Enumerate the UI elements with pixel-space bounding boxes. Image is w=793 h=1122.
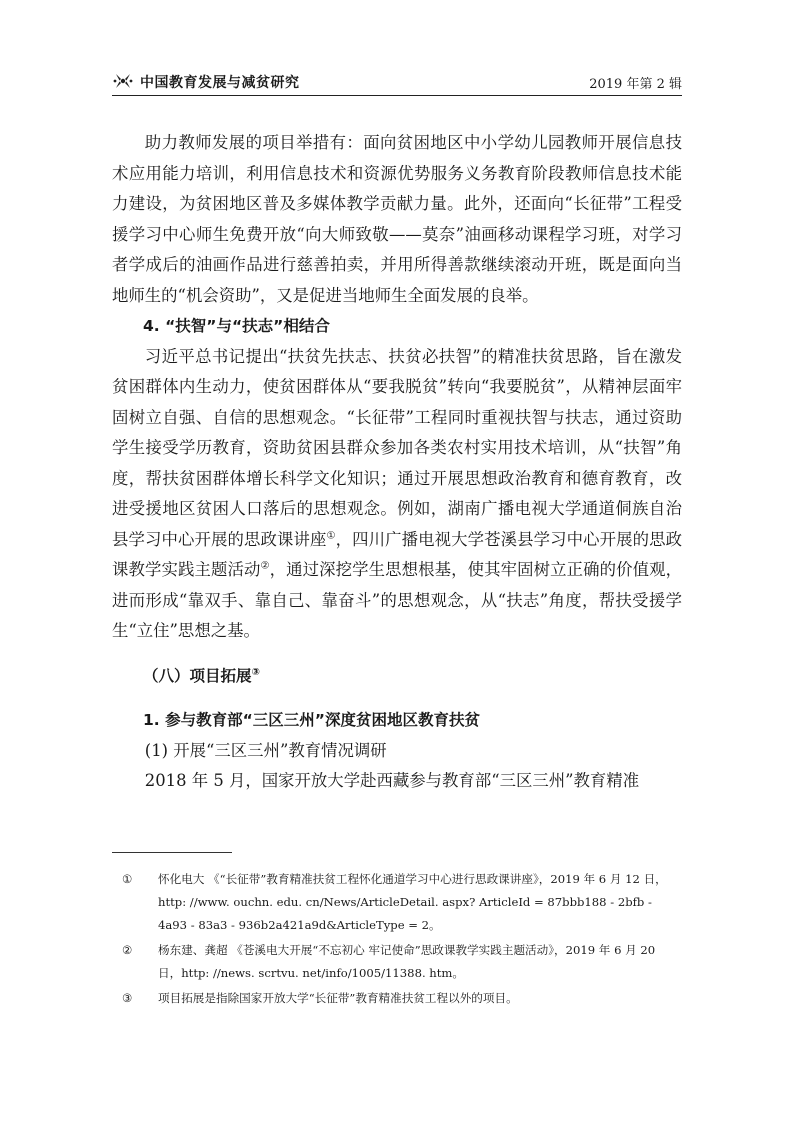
footnote-ref-2[interactable]: ②: [260, 560, 270, 572]
footnote-text: 杨东建、龚超 《苍溪电大开展“不忘初心 牢记使命”思政课教学实践主题活动》，2019 年 6 月 20 日，http: //news. scrtvu. net/info/1005/11388. htm。: [158, 943, 656, 980]
journal-logo-icon: [112, 70, 134, 92]
paragraph-survey: 2018 年 5 月，国家开放大学赴西藏参与教育部“三区三州”教育精准: [144, 771, 640, 790]
heading-subsection-1: 1. 参与教育部“三区三州”深度贫困地区教育扶贫: [143, 711, 480, 729]
paragraph-text: 习近平总书记提出“扶贫先扶志、扶贫必扶智”的精准扶贫思路，旨在激发贫困群体内生动力，使贫困群体从“要我脱贫”转向“我要脱贫”，从精神层面牢固树立自强、自信的思想观念。“长征带”工程同时重视扶智与扶志，通过资助学生接受学历教育，资助贫困县群众参加各类农村实用技术培训，从“扶智”角度，帮扶贫困群体增长科学文化知识；通过开展思想政治教育和德育教育，改进受援地区贫困人口落后的思想观念。例如，湖南广播电视大学通道侗族自治县学习中心开展的思政课讲座: [112, 346, 682, 549]
journal-title: 中国教育发展与减贫研究: [140, 75, 300, 91]
footnote-mark: ①: [122, 872, 133, 886]
page-header: [112, 66, 682, 96]
footnote-ref-3[interactable]: ③: [251, 666, 260, 678]
footnote-1: [112, 868, 682, 937]
main-text: [112, 128, 682, 797]
footnote-text: 怀化电大 《“长征带”教育精准扶贫工程怀化通道学习中心进行思政课讲座》，2019 年 6 月 12 日，http: //www. ouchn. edu. cn/News/ArticleDetail. aspx? ArticleId = 87bbb188 - 2bfb - 4a93 - 83a3 - 936b2a421a9d&ArticleType = 2。: [158, 872, 667, 932]
header-rule: [112, 95, 682, 96]
heading-text: （八）项目拓展: [143, 666, 252, 685]
footnotes: [112, 868, 682, 1012]
paragraph-teacher-development: 助力教师发展的项目举措有：面向贫困地区中小学幼儿园教师开展信息技术应用能力培训，利用信息技术和资源优势服务义务教育阶段教师信息技术能力建设，为贫困地区普及多媒体教学贡献力量。此外，还面向“长征带”工程受援学习中心师生免费开放“向大师致敬——莫奈”油画移动课程学习班，对学习者学成后的油画作品进行慈善拍卖，并用所得善款继续滚动开班，既是面向当地师生的“机会资助”，又是促进当地师生全面发展的良举。: [112, 133, 682, 305]
heading-item-1: (1) 开展“三区三州”教育情况调研: [144, 740, 387, 760]
footnote-separator: [112, 852, 232, 853]
footnote-text: 项目拓展是指除国家开放大学“长征带”教育精准扶贫工程以外的项目。: [158, 991, 518, 1005]
footnote-mark: ③: [122, 991, 133, 1005]
heading-section-4: 4. “扶智”与“扶志”相结合: [143, 317, 330, 335]
paragraph-text: ，四川广播电视大学苍溪县学习中心开展的思政课教学实践主题活动: [112, 529, 683, 579]
issue-number: 2019 年第 2 辑: [589, 77, 682, 92]
paragraph-text: ，通过深挖学生思想根基，使其牢固树立正确的价值观，进而形成“靠双手、靠自己、靠奋斗”的思想观念，从“扶志”角度，帮扶受援学生“立住”思想之基。: [112, 560, 683, 640]
footnote-3: [112, 987, 682, 1010]
footnote-mark: ②: [122, 943, 133, 957]
footnote-ref-1[interactable]: ①: [326, 530, 336, 542]
footnote-2: [112, 939, 682, 985]
heading-section-8: [112, 661, 682, 692]
paragraph-zhi-and-zhi: [112, 342, 682, 647]
